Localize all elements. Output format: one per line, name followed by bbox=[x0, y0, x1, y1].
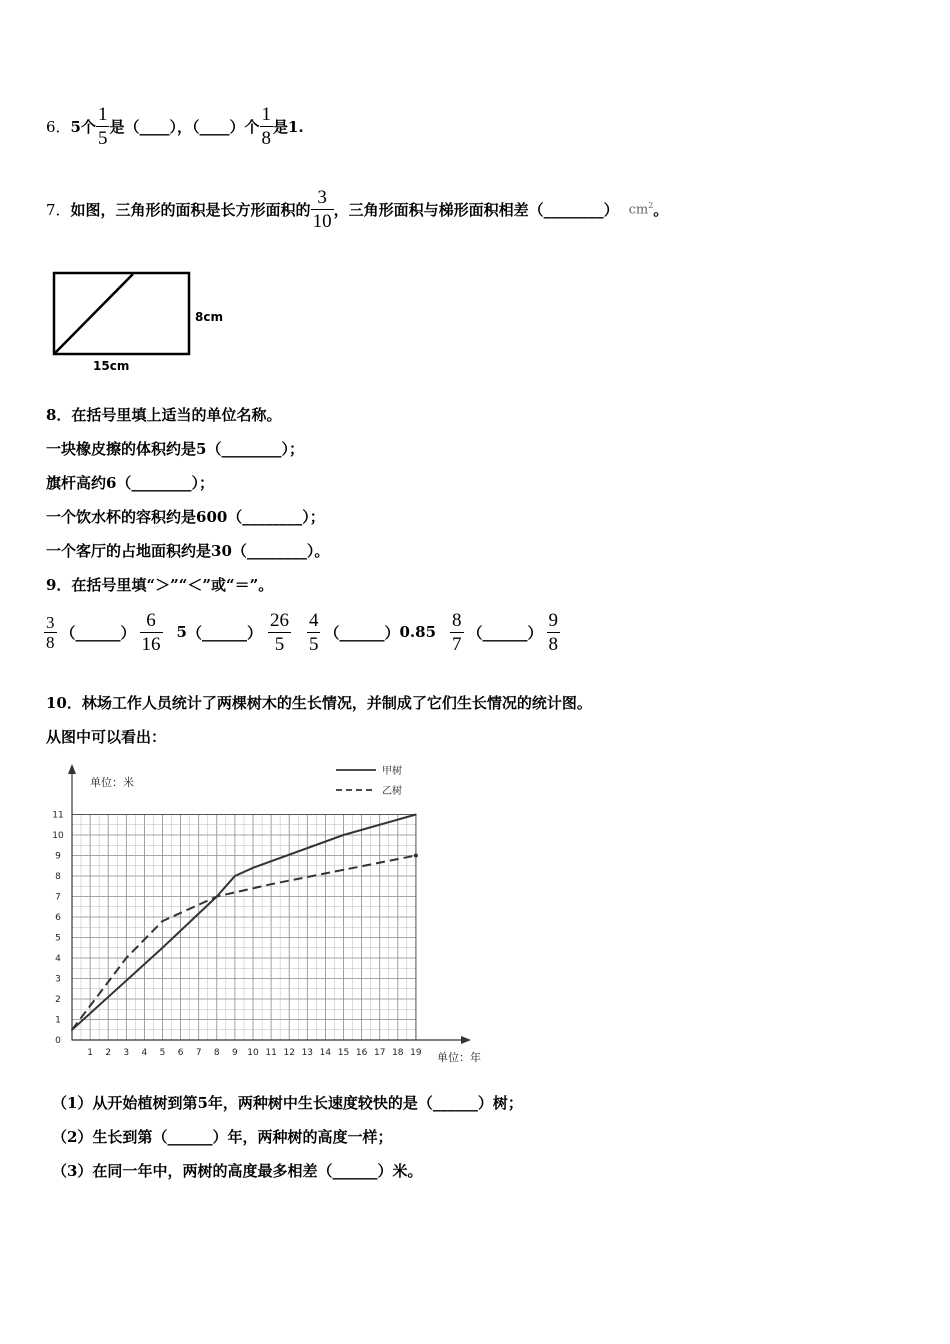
x-tick-label: 5 bbox=[159, 1048, 166, 1058]
x-tick-label: 11 bbox=[265, 1048, 277, 1058]
q8-line-1: 一块橡皮擦的体积约是5（________）； bbox=[46, 440, 304, 458]
y-tick-label: 5 bbox=[55, 933, 61, 944]
x-tick-label: 19 bbox=[410, 1048, 422, 1058]
x-tick-label: 10 bbox=[247, 1048, 259, 1058]
y-axis-arrow bbox=[68, 764, 76, 774]
data-point bbox=[162, 920, 164, 922]
q8-line-2: 旗杆高约6（________）； bbox=[46, 474, 214, 492]
q9-item2-right: $\frac{26}{5}$ bbox=[269, 609, 289, 655]
q7-text-1: 如图，三角形的面积是长方形面积的 bbox=[70, 200, 311, 219]
y-tick-label: 3 bbox=[55, 974, 61, 985]
data-point bbox=[216, 896, 218, 898]
series-2-end-marker bbox=[414, 854, 418, 858]
y-tick-label: 6 bbox=[55, 913, 61, 923]
q9-item1-left: $\frac{3}{8}$ bbox=[46, 612, 55, 652]
data-point bbox=[270, 883, 272, 885]
q7-text-2: ，三角形面积与梯形面积相差（________） bbox=[333, 200, 619, 219]
q9-items bbox=[44, 606, 560, 658]
q7-fraction: $\frac{3}{10}$ bbox=[312, 186, 332, 232]
q10-subtitle: 从图中可以看出： bbox=[46, 728, 167, 746]
triangle-edge bbox=[55, 274, 133, 353]
x-tick-label: 16 bbox=[355, 1048, 368, 1058]
data-point bbox=[126, 957, 128, 959]
x-tick-label: 13 bbox=[301, 1048, 314, 1058]
data-point bbox=[234, 875, 236, 877]
q8-line-4: 一个客厅的占地面积约是30（________）。 bbox=[46, 542, 330, 560]
q6-number: 6． bbox=[46, 117, 71, 136]
x-tick-label: 1 bbox=[87, 1048, 93, 1058]
x-tick-label: 8 bbox=[213, 1048, 220, 1058]
growth-line-chart bbox=[44, 758, 504, 1068]
y-tick-label: 4 bbox=[55, 954, 61, 964]
q7-figure bbox=[48, 266, 248, 376]
q10-question-1: （1）从开始植树到第5年，两种树中生长速度较快的是（______）树； bbox=[52, 1094, 523, 1112]
q9-item4-left: $\frac{8}{7}$ bbox=[452, 609, 462, 655]
x-tick-label: 14 bbox=[319, 1048, 332, 1058]
q7-unit: $cm^2$ bbox=[628, 200, 654, 218]
q9-item1-right: $\frac{6}{16}$ bbox=[141, 609, 161, 655]
q10-title: 10．林场工作人员统计了两棵树木的生长情况，并制成了它们生长情况的统计图。 bbox=[46, 694, 592, 712]
y-tick-label: 8 bbox=[55, 872, 61, 882]
width-label: 15cm bbox=[93, 359, 130, 373]
q9-item4-right: $\frac{9}{8}$ bbox=[548, 609, 559, 655]
height-label: 8cm bbox=[195, 310, 223, 324]
question-6 bbox=[46, 104, 304, 148]
q9-item2-left: 5 bbox=[176, 623, 187, 641]
q9-item2-blank: （______） bbox=[186, 623, 262, 642]
legend-label-2: 乙树 bbox=[382, 786, 402, 797]
x-axis-label: 单位：年 bbox=[437, 1051, 481, 1064]
q7-number: 7． bbox=[46, 200, 71, 219]
x-tick-label: 2 bbox=[105, 1048, 112, 1058]
data-point bbox=[415, 814, 417, 816]
x-tick-label: 18 bbox=[392, 1048, 404, 1058]
data-point bbox=[343, 869, 345, 871]
y-tick-label: 10 bbox=[52, 831, 64, 841]
q6-fraction-1: $\frac{1}{5}$ bbox=[97, 103, 108, 149]
y-tick-label: 9 bbox=[55, 851, 61, 862]
x-tick-label: 7 bbox=[195, 1048, 202, 1058]
x-tick-label: 3 bbox=[123, 1048, 130, 1058]
data-point bbox=[252, 867, 254, 869]
y-axis-label: 单位：米 bbox=[90, 776, 134, 789]
data-point bbox=[162, 947, 164, 949]
x-tick-label: 6 bbox=[177, 1048, 184, 1058]
x-tick-label: 4 bbox=[141, 1048, 148, 1058]
x-tick-label: 12 bbox=[283, 1048, 295, 1058]
q6-fraction-2: $\frac{1}{8}$ bbox=[261, 103, 271, 149]
q6-text-3: 是1. bbox=[273, 117, 304, 136]
y-tick-label: 11 bbox=[52, 810, 64, 821]
q6-text-1: 5个 bbox=[70, 117, 96, 136]
q9-title: 9．在括号里填“＞”“＜”或“＝”。 bbox=[46, 576, 274, 594]
q6-text-2: 是（____），（____）个 bbox=[109, 117, 260, 136]
x-tick-label: 15 bbox=[337, 1048, 350, 1058]
data-point bbox=[71, 1029, 73, 1031]
y-tick-label: 1 bbox=[55, 1015, 61, 1026]
y-tick-label: 7 bbox=[55, 892, 61, 903]
data-point bbox=[343, 834, 345, 836]
q9-item4-blank: （______） bbox=[467, 623, 543, 642]
q9-item3-left: $\frac{4}{5}$ bbox=[308, 609, 319, 655]
q9-item1-blank: （______） bbox=[60, 623, 136, 642]
question-7 bbox=[46, 186, 668, 232]
x-axis-arrow bbox=[461, 1036, 471, 1044]
x-tick-label: 17 bbox=[373, 1048, 386, 1058]
legend-label-1: 甲树 bbox=[382, 766, 402, 777]
x-tick-label: 9 bbox=[232, 1048, 238, 1058]
q10-question-2: （2）生长到第（______）年，两种树的高度一样； bbox=[52, 1128, 393, 1146]
q9-item3-blank: （______） bbox=[324, 623, 400, 642]
origin-label: 0 bbox=[55, 1036, 61, 1046]
q10-question-3: （3）在同一年中，两树的高度最多相差（______）米。 bbox=[52, 1162, 423, 1180]
y-tick-label: 2 bbox=[55, 995, 61, 1005]
q7-text-3: 。 bbox=[653, 200, 669, 219]
q8-line-3: 一个饮水杯的容积约是600（________）； bbox=[46, 508, 325, 526]
q9-item3-right: 0.85 bbox=[399, 623, 437, 641]
q8-title: 8．在括号里填上适当的单位名称。 bbox=[46, 406, 282, 424]
